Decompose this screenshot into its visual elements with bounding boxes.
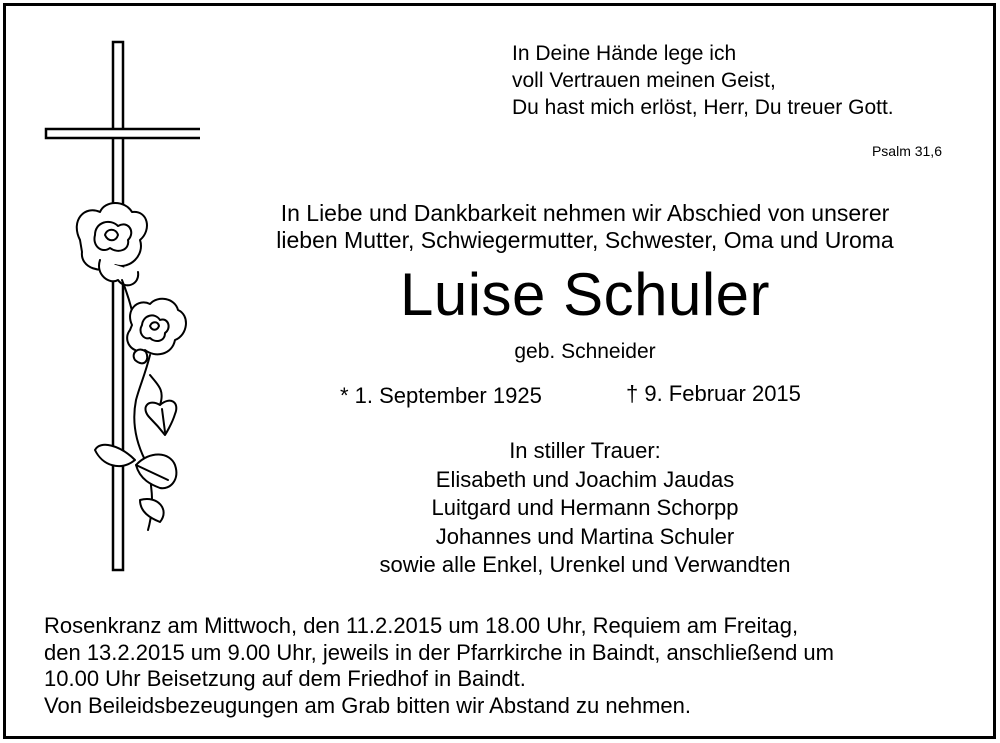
deceased-name: Luise Schuler <box>399 261 771 328</box>
birth-date: * 1. September 1925 <box>340 383 542 408</box>
notice-line: Rosenkranz am Mittwoch, den 11.2.2015 um 18.00 Uhr, Requiem am Freitag, <box>44 613 799 638</box>
notice-line: 10.00 Uhr Beisetzung auf dem Friedhof in Baindt. <box>44 666 526 691</box>
psalm-reference: Psalm 31,6 <box>871 143 942 159</box>
mourner-entry: Elisabeth und Joachim Jaudas <box>435 466 735 492</box>
psalm-verse <box>512 40 894 121</box>
mourner-entry: Luitgard und Hermann Schorpp <box>431 495 739 520</box>
service-notice <box>44 613 834 719</box>
verse-line: voll Vertrauen meinen Geist, <box>512 69 776 92</box>
mourners-heading: In stiller Trauer: <box>509 438 661 463</box>
farewell-intro <box>150 200 1000 254</box>
maiden-name: geb. Schneider <box>514 340 656 363</box>
intro-line: In Liebe und Dankbarkeit nehmen wir Abschied von unserer <box>280 200 890 226</box>
verse-line: In Deine Hände lege ich <box>512 42 737 65</box>
mourner-entry: Johannes und Martina Schuler <box>435 523 735 549</box>
mourner-entry: sowie alle Enkel, Urenkel und Verwandten <box>379 552 791 577</box>
notice-line: Von Beileidsbezeugungen am Grab bitten wir Abstand zu nehmen. <box>44 692 691 718</box>
intro-line: lieben Mutter, Schwiegermutter, Schwester, Oma und Uroma <box>276 227 894 253</box>
death-date: † 9. Februar 2015 <box>626 381 801 406</box>
mourners-list <box>150 437 1000 580</box>
verse-line: Du hast mich erlöst, Herr, Du treuer Gott. <box>512 96 894 119</box>
notice-line: den 13.2.2015 um 9.00 Uhr, jeweils in der Pfarrkirche in Baindt, anschließend um <box>44 639 834 665</box>
